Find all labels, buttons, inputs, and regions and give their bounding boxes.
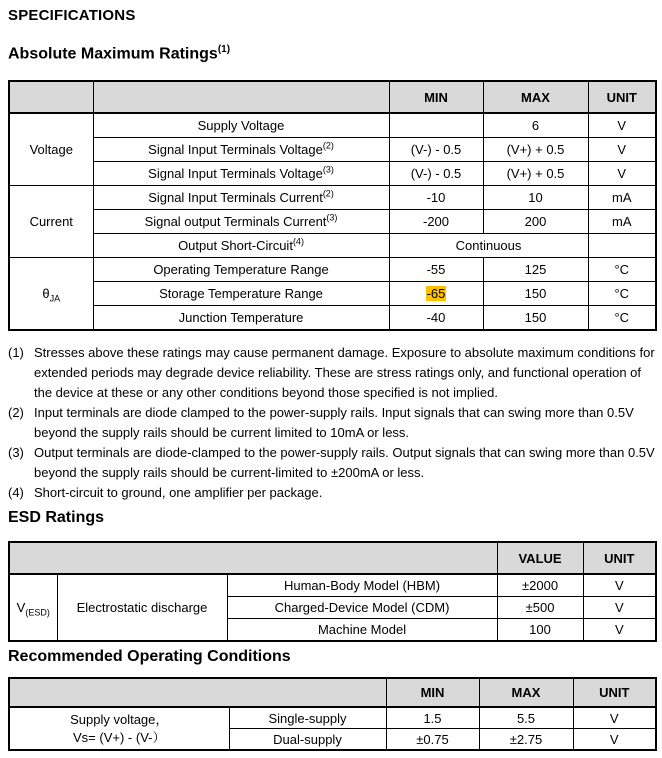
table-row: [9, 574, 656, 597]
amr-param: Storage Temperature Range: [93, 282, 389, 306]
amr-unit-value: °C: [588, 282, 656, 306]
amr-unit-value: °C: [588, 258, 656, 282]
amr-unit-value: mA: [588, 210, 656, 234]
table-row: [9, 162, 656, 186]
esd-section-heading: ESD Ratings: [8, 509, 105, 526]
amr-header-blank-2: [93, 81, 389, 113]
footnote-2: [8, 403, 658, 443]
footnote-number: (2): [8, 405, 24, 420]
esd-symbol: $V_{(ESD)}$: [9, 574, 57, 641]
roc-condition-line1: Supply voltage，: [70, 711, 169, 727]
roc-header-blank: [9, 678, 386, 707]
table-row: [9, 186, 656, 210]
esd-value: ±2000: [497, 574, 583, 597]
footnote-ref: (2): [322, 140, 334, 151]
amr-heading-text: Absolute Maximum Ratings: [8, 45, 218, 63]
footnote-text: Stresses above these ratings may cause permanent damage. Exposure to absolute maximum conditions for extended periods may degrade device reliability. These are stress ratings only, and functional operation of the device at these or any other conditions beyond those specified is not implied.: [34, 345, 655, 400]
amr-max-value: 150: [483, 306, 588, 331]
table-row: [9, 138, 656, 162]
theta-subscript: JA: [49, 293, 61, 304]
amr-unit-value: V: [588, 113, 656, 138]
amr-param: Operating Temperature Range: [93, 258, 389, 282]
amr-min-value: -40: [389, 306, 483, 331]
table-row: [9, 113, 656, 138]
esd-model: Human-Body Model (HBM): [227, 574, 497, 597]
amr-min-value-highlighted: [389, 282, 483, 306]
amr-unit-value: °C: [588, 306, 656, 331]
absolute-maximum-ratings-table: [8, 80, 657, 331]
roc-condition-line2: Vs= (V+) - (V-）: [73, 729, 166, 745]
esd-unit: V: [583, 619, 656, 642]
amr-unit-value: mA: [588, 186, 656, 210]
amr-heading-footnote-ref: (1): [217, 44, 231, 55]
table-row: [9, 282, 656, 306]
roc-min: ±0.75: [386, 729, 479, 751]
esd-model: Charged-Device Model (CDM): [227, 597, 497, 619]
roc-header-min: MIN: [386, 678, 479, 707]
amr-section-heading: [8, 44, 230, 63]
esd-model: Machine Model: [227, 619, 497, 642]
esd-category: Electrostatic discharge: [57, 574, 227, 641]
roc-mode: Dual-supply: [229, 729, 386, 751]
table-row: [9, 306, 656, 331]
table-row: [9, 234, 656, 258]
footnote-1: [8, 343, 658, 403]
amr-max-value: (V+) + 0.5: [483, 162, 588, 186]
roc-mode: Single-supply: [229, 707, 386, 729]
amr-min-value: -55: [389, 258, 483, 282]
esd-symbol-subscript: (ESD): [25, 607, 50, 618]
footnote-number: (4): [8, 485, 24, 500]
roc-header-unit: UNIT: [573, 678, 656, 707]
roc-max: ±2.75: [479, 729, 573, 751]
footnote-number: (1): [8, 345, 24, 360]
amr-min-value: -200: [389, 210, 483, 234]
esd-unit: V: [583, 597, 656, 619]
amr-param: Signal output Terminals Current$^{(3)}$: [93, 210, 389, 234]
amr-param: Supply Voltage: [93, 113, 389, 138]
amr-header-max: MAX: [483, 81, 588, 113]
footnote-number: (3): [8, 445, 24, 460]
roc-unit: V: [573, 707, 656, 729]
amr-unit-value: [588, 234, 656, 258]
table-row: [9, 707, 656, 729]
esd-ratings-table: [8, 541, 657, 642]
footnote-text: Short-circuit to ground, one amplifier per package.: [34, 485, 323, 500]
amr-max-value: 200: [483, 210, 588, 234]
amr-header-row: [9, 81, 656, 113]
page-title: SPECIFICATIONS: [8, 7, 136, 24]
amr-max-value: 10: [483, 186, 588, 210]
esd-header-blank: [9, 542, 497, 574]
esd-unit: V: [583, 574, 656, 597]
amr-min-value: [389, 113, 483, 138]
amr-max-value: 150: [483, 282, 588, 306]
esd-header-value: VALUE: [497, 542, 583, 574]
roc-max: 5.5: [479, 707, 573, 729]
roc-min: 1.5: [386, 707, 479, 729]
footnote-text: Output terminals are diode-clamped to the power-supply rails. Output signals that can swing more than 0.5V beyond the supply rails should be current-limited to ±200mA or less.: [34, 445, 655, 480]
amr-header-unit: UNIT: [588, 81, 656, 113]
footnote-ref: (4): [292, 236, 304, 247]
amr-group-current: Current: [9, 186, 93, 258]
amr-max-value: 125: [483, 258, 588, 282]
amr-max-value: (V+) + 0.5: [483, 138, 588, 162]
amr-param: Signal Input Terminals Voltage$^{(3)}$: [93, 162, 389, 186]
footnote-ref: (3): [322, 164, 334, 175]
amr-min-value: (V-) - 0.5: [389, 138, 483, 162]
highlighted-value: -65: [426, 286, 446, 301]
amr-param: Signal Input Terminals Current$^{(2)}$: [93, 186, 389, 210]
footnote-text: Input terminals are diode clamped to the power-supply rails. Input signals that can swing more than 0.5V beyond the supply rails should be current limited to 10mA or less.: [34, 405, 634, 440]
roc-header-max: MAX: [479, 678, 573, 707]
amr-continuous-value: Continuous: [389, 234, 588, 258]
table-row: [9, 210, 656, 234]
amr-param: Junction Temperature: [93, 306, 389, 331]
roc-condition: [9, 707, 229, 750]
roc-section-heading: Recommended Operating Conditions: [8, 648, 291, 665]
footnote-ref: (3): [326, 212, 338, 223]
table-row: [9, 258, 656, 282]
roc-unit: V: [573, 729, 656, 751]
esd-value: 100: [497, 619, 583, 642]
footnote-ref: (2): [322, 188, 334, 199]
amr-max-value: 6: [483, 113, 588, 138]
amr-footnotes: [8, 343, 658, 503]
footnote-4: [8, 483, 658, 503]
amr-header-min: MIN: [389, 81, 483, 113]
amr-param: Signal Input Terminals Voltage$^{(2)}$: [93, 138, 389, 162]
amr-unit-value: V: [588, 162, 656, 186]
recommended-operating-conditions-table: [8, 677, 657, 751]
roc-header-row: [9, 678, 656, 707]
footnote-3: [8, 443, 658, 483]
amr-group-voltage: Voltage: [9, 113, 93, 186]
amr-min-value: -10: [389, 186, 483, 210]
amr-param: Output Short-Circuit$^{(4)}$: [93, 234, 389, 258]
amr-min-value: (V-) - 0.5: [389, 162, 483, 186]
amr-group-theta-ja: $\theta_{JA}$: [9, 258, 93, 331]
esd-header-row: [9, 542, 656, 574]
esd-header-unit: UNIT: [583, 542, 656, 574]
esd-value: ±500: [497, 597, 583, 619]
amr-unit-value: V: [588, 138, 656, 162]
amr-header-blank-1: [9, 81, 93, 113]
